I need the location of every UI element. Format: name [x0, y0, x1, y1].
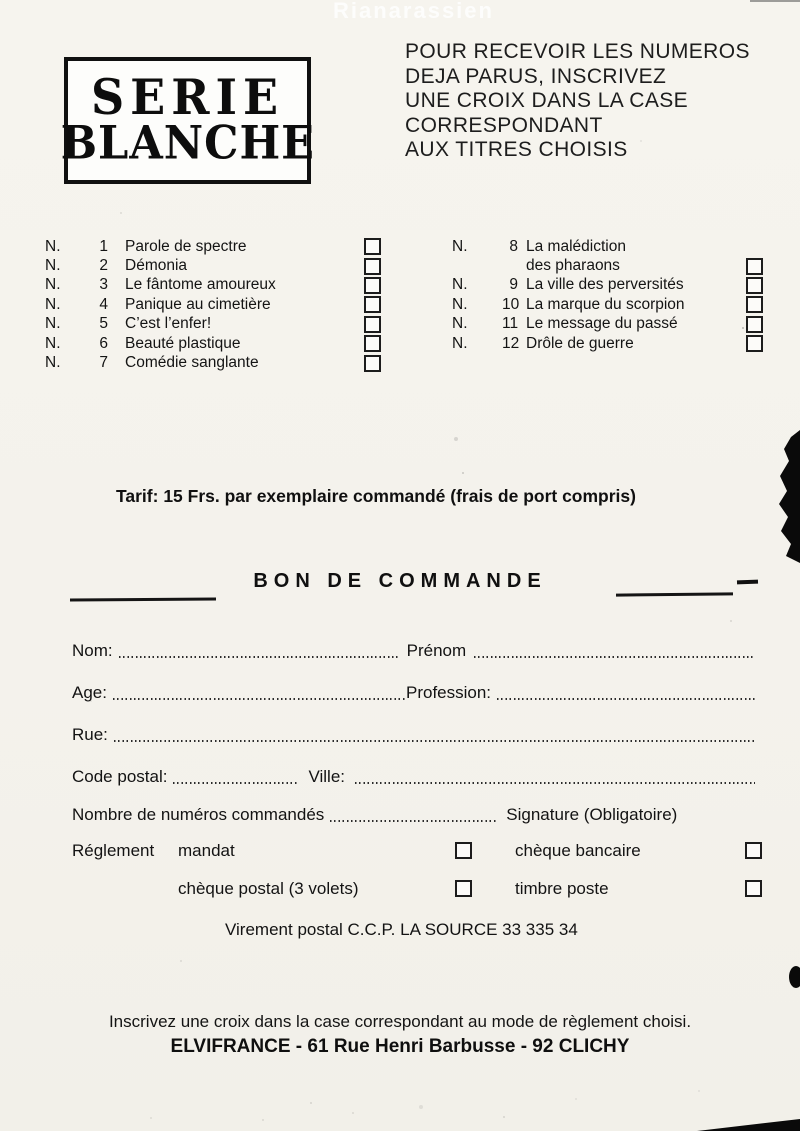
instruction-line: POUR RECEVOIR LES NUMEROS — [405, 40, 750, 63]
catalog-row-n11 — [452, 315, 763, 334]
catalog-row-n8-line2 — [452, 256, 763, 275]
row-prefix: N. — [452, 295, 468, 313]
ville-label: Ville: — [308, 767, 345, 787]
row-title: La ville des perversités — [526, 276, 684, 294]
catalog-row-n1 — [45, 237, 381, 256]
catalog-row-n7 — [45, 353, 381, 372]
row-number: 11 — [502, 315, 519, 333]
logo-line1: SERIE — [90, 68, 285, 125]
row-title: Panique au cimetière — [125, 295, 271, 313]
row-prefix: N. — [45, 237, 61, 255]
catalog-row-n8-line1 — [452, 237, 763, 256]
mandat-checkbox[interactable] — [455, 842, 472, 859]
publisher-address: ELVIFRANCE - 61 Rue Henri Barbusse - 92 CLICHY — [170, 1036, 630, 1057]
checkbox-n1[interactable] — [364, 238, 381, 255]
row-title: C’est l’enfer! — [125, 315, 212, 333]
row-number: 8 — [509, 237, 518, 255]
cheque-bancaire-checkbox[interactable] — [745, 842, 762, 859]
row-number: 2 — [99, 257, 108, 275]
row-title: La malédiction — [526, 237, 626, 255]
row-prefix: N. — [452, 237, 468, 255]
logo-line2: BLANCHE — [60, 116, 315, 170]
catalog-row-n3 — [45, 276, 381, 295]
nombre-signature-row — [72, 804, 755, 824]
age-input[interactable] — [113, 698, 406, 700]
age-label: Age: — [72, 683, 107, 703]
prenom-input[interactable] — [474, 656, 755, 658]
row-prefix: N. — [452, 315, 468, 333]
footer-note: Inscrivez une croix dans la case correspondant au mode de règlement choisi. — [108, 1012, 692, 1031]
payment-row-1 — [72, 842, 762, 862]
serie-blanche-logo — [60, 57, 315, 184]
instruction-line: DEJA PARUS, INSCRIVEZ — [405, 64, 667, 88]
catalog-row-n4 — [45, 295, 381, 314]
ville-input[interactable] — [355, 782, 755, 784]
age-profession-row — [72, 682, 755, 702]
nombre-input[interactable] — [330, 820, 498, 822]
ink-blob-artifact — [779, 430, 800, 563]
row-prefix: N. — [452, 334, 468, 352]
nom-input[interactable] — [119, 656, 399, 658]
code-postal-label: Code postal: — [72, 767, 168, 787]
catalog-left-column — [45, 237, 381, 373]
paper-speckles — [0, 0, 2, 2]
instruction-line: AUX TITRES CHOISIS — [405, 138, 628, 161]
checkbox-n5[interactable] — [364, 316, 381, 333]
catalog-row-n10 — [452, 295, 763, 314]
row-prefix: N. — [45, 295, 61, 313]
row-prefix: N. — [45, 257, 61, 275]
rue-row — [72, 724, 755, 744]
row-number: 10 — [502, 295, 520, 313]
top-edge-artifact — [750, 0, 800, 2]
profession-label: Profession: — [405, 683, 492, 703]
title-rule-left — [70, 597, 216, 601]
profession-input[interactable] — [497, 698, 755, 700]
catalog-row-n12 — [452, 334, 763, 353]
row-number: 3 — [99, 276, 108, 294]
cheque-postal-checkbox[interactable] — [455, 880, 472, 897]
checkbox-n11[interactable] — [746, 316, 763, 333]
timbre-poste-label: timbre poste — [515, 879, 609, 898]
checkbox-n9[interactable] — [746, 277, 763, 294]
nom-prenom-row — [72, 640, 755, 660]
row-title: La marque du scorpion — [526, 295, 685, 313]
order-form-title: BON DE COMMANDE — [253, 570, 547, 592]
checkbox-n3[interactable] — [364, 277, 381, 294]
row-prefix: N. — [452, 276, 468, 294]
row-title: Parole de spectre — [125, 237, 247, 255]
row-title: Comédie sanglante — [125, 354, 259, 372]
reglement-label: Réglement — [72, 841, 155, 860]
row-number: 1 — [99, 237, 108, 255]
row-number: 6 — [99, 334, 108, 352]
virement-line: Virement postal C.C.P. LA SOURCE 33 335 34 — [225, 920, 578, 939]
catalog-row-n9 — [452, 276, 763, 295]
row-number: 7 — [99, 354, 108, 372]
row-prefix: N. — [45, 334, 61, 352]
code-postal-input[interactable] — [173, 782, 298, 784]
row-prefix: N. — [45, 276, 61, 294]
checkbox-n4[interactable] — [364, 296, 381, 313]
row-title: Le message du passé — [526, 315, 678, 333]
nom-label: Nom: — [72, 641, 113, 661]
checkbox-n6[interactable] — [364, 335, 381, 352]
header-instructions — [405, 40, 750, 163]
row-title: Beauté plastique — [125, 334, 241, 352]
catalog-row-n6 — [45, 334, 381, 353]
rue-label: Rue: — [72, 725, 108, 745]
checkbox-n7[interactable] — [364, 355, 381, 372]
row-number: 5 — [99, 315, 108, 333]
ink-spot-artifact — [789, 966, 800, 988]
row-prefix: N. — [45, 354, 61, 372]
watermark-text: Rianarassien — [333, 0, 494, 23]
signature-label: Signature (Obligatoire) — [506, 805, 678, 825]
bottom-edge-artifact — [697, 1119, 800, 1131]
rue-input[interactable] — [114, 740, 755, 742]
row-prefix: N. — [45, 315, 61, 333]
catalog-row-n5 — [45, 315, 381, 334]
instruction-line: UNE CROIX DANS LA CASE — [405, 89, 689, 112]
checkbox-n10[interactable] — [746, 296, 763, 313]
title-rule-right — [616, 592, 733, 596]
instruction-line: CORRESPONDANT — [405, 113, 603, 137]
code-postal-ville-row — [72, 766, 755, 786]
row-number: 9 — [509, 276, 518, 294]
checkbox-n8[interactable] — [746, 258, 763, 275]
row-title: Drôle de guerre — [526, 334, 634, 352]
nombre-label: Nombre de numéros commandés — [72, 805, 325, 825]
checkbox-n2[interactable] — [364, 258, 381, 275]
timbre-poste-checkbox[interactable] — [745, 880, 762, 897]
checkbox-n12[interactable] — [746, 335, 763, 352]
catalog-right-column — [452, 237, 763, 353]
prenom-label: Prénom — [406, 641, 467, 661]
mandat-label: mandat — [178, 841, 235, 860]
cheque-postal-label: chèque postal (3 volets) — [178, 879, 359, 898]
row-title: des pharaons — [526, 257, 620, 275]
row-title: Démonia — [125, 257, 188, 275]
row-title: Le fântome amoureux — [125, 276, 276, 294]
row-number: 4 — [99, 295, 108, 313]
row-number: 12 — [502, 334, 520, 352]
cheque-bancaire-label: chèque bancaire — [515, 841, 641, 860]
payment-row-2 — [72, 880, 762, 900]
tarif-line: Tarif: 15 Frs. par exemplaire commandé (frais de port compris) — [116, 486, 636, 506]
catalog-row-n2 — [45, 256, 381, 275]
